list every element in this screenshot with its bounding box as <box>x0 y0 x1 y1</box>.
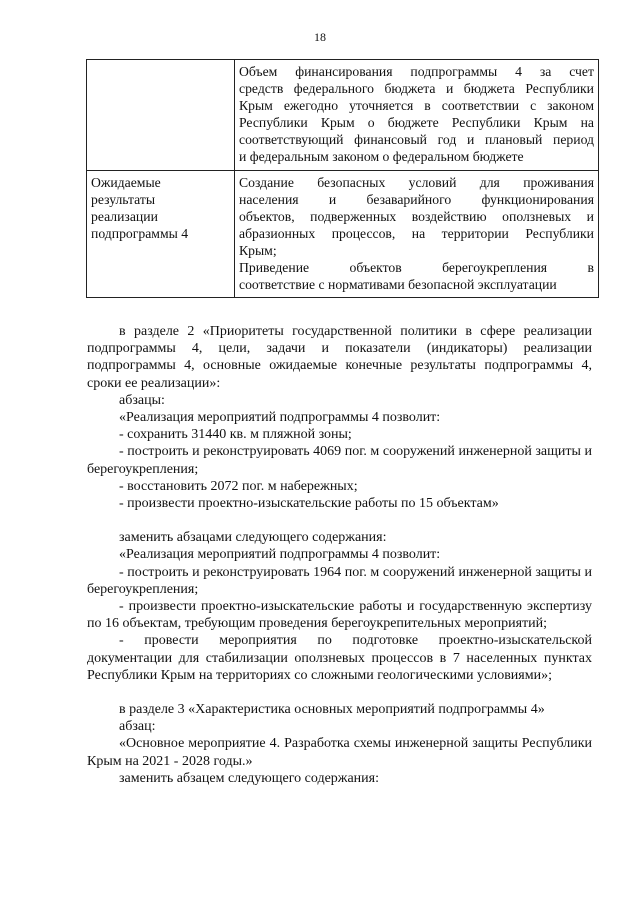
table-line: объектов, подверженных воздействию оползневых и <box>239 208 594 224</box>
table-line: абразионных процессов, на территории Республики <box>239 225 594 241</box>
old-paragraph: - восстановить 2072 пог. м набережных; <box>119 478 358 494</box>
table-line: населения и безаварийного функционирования <box>239 191 594 207</box>
subprogram-passport-table <box>86 59 599 298</box>
table-line: Приведение объектов берегоукрепления в <box>239 260 594 276</box>
table-line: и федеральным законом о федеральном бюджете <box>239 149 524 165</box>
new-paragraph: «Реализация мероприятий подпрограммы 4 позволит: <box>119 547 441 563</box>
table-row-expected-results <box>87 170 599 298</box>
table-line: Крым ежегодно уточняется в соответствии с законом <box>239 98 594 114</box>
table-cell-financing-text <box>235 60 599 171</box>
table-line: соответствие с нормативами безопасной эксплуатации <box>239 277 557 293</box>
label-line: подпрограммы 4 <box>91 225 189 241</box>
table-line: средств федерального бюджета и бюджета Республики <box>239 81 594 97</box>
old-paragraph: - произвести проектно-изыскательские работы по 15 объектам» <box>119 496 499 512</box>
section3-old-paragraph: «Основное мероприятие 4. Разработка схемы инженерной защиты Республики Крым на 2021 - 2028 годы.» <box>87 736 592 769</box>
table-row-financing <box>87 60 599 171</box>
table-line: Республики Крым о бюджете Республики Крым на <box>239 115 594 131</box>
table-cell-label <box>87 170 235 298</box>
table-line: соответствующий финансовый год и плановый период <box>239 132 594 148</box>
old-paragraph: - построить и реконструировать 4069 пог. м сооружений инженерной защиты и берегоукрепления; <box>87 444 592 477</box>
new-paragraph: - провести мероприятия по подготовке проектно-изыскательской документации для стабилизации оползневых процессов в 7 населенных пунктах Республики Крым на территориях со сложными геологическими условиями»; <box>87 633 592 683</box>
section2-abzacy: абзацы: <box>119 392 165 408</box>
replace-instruction: заменить абзацами следующего содержания: <box>119 530 387 546</box>
label-line: реализации <box>91 208 158 224</box>
table-line: Крым; <box>239 242 277 258</box>
section2-intro: в разделе 2 «Приоритеты государственной политики в сфере реализации подпрограммы 4, цели, задачи и показатели (индикаторы) реализации подпрограммы 4, основные ожидаемые конечные результаты подпрограммы 4, сроки ее реализации»: <box>87 324 592 391</box>
new-paragraph: - произвести проектно-изыскательские работы и государственную экспертизу по 16 объектам, требующим проведения берегоукрепительных мероприятий; <box>87 599 592 632</box>
old-paragraph: - сохранить 31440 кв. м пляжной зоны; <box>119 427 352 443</box>
section3-replace-instruction: заменить абзацем следующего содержания: <box>119 770 379 786</box>
page-number: 18 <box>314 30 326 44</box>
label-line: результаты <box>91 191 156 207</box>
new-paragraph: - построить и реконструировать 1964 пог. м сооружений инженерной защиты и берегоукрепления; <box>87 564 592 597</box>
table-line: Создание безопасных условий для проживания <box>239 174 594 190</box>
label-line: Ожидаемые <box>91 174 161 190</box>
section3-abzac: абзац: <box>119 719 156 735</box>
document-body <box>87 323 592 787</box>
table-cell-results-text <box>235 170 599 298</box>
old-paragraph: «Реализация мероприятий подпрограммы 4 позволит: <box>119 410 441 426</box>
table-line: Объем финансирования подпрограммы 4 за счет <box>239 64 594 79</box>
section3-intro: в разделе 3 «Характеристика основных мероприятий подпрограммы 4» <box>119 702 545 718</box>
table-cell-empty <box>87 60 235 171</box>
